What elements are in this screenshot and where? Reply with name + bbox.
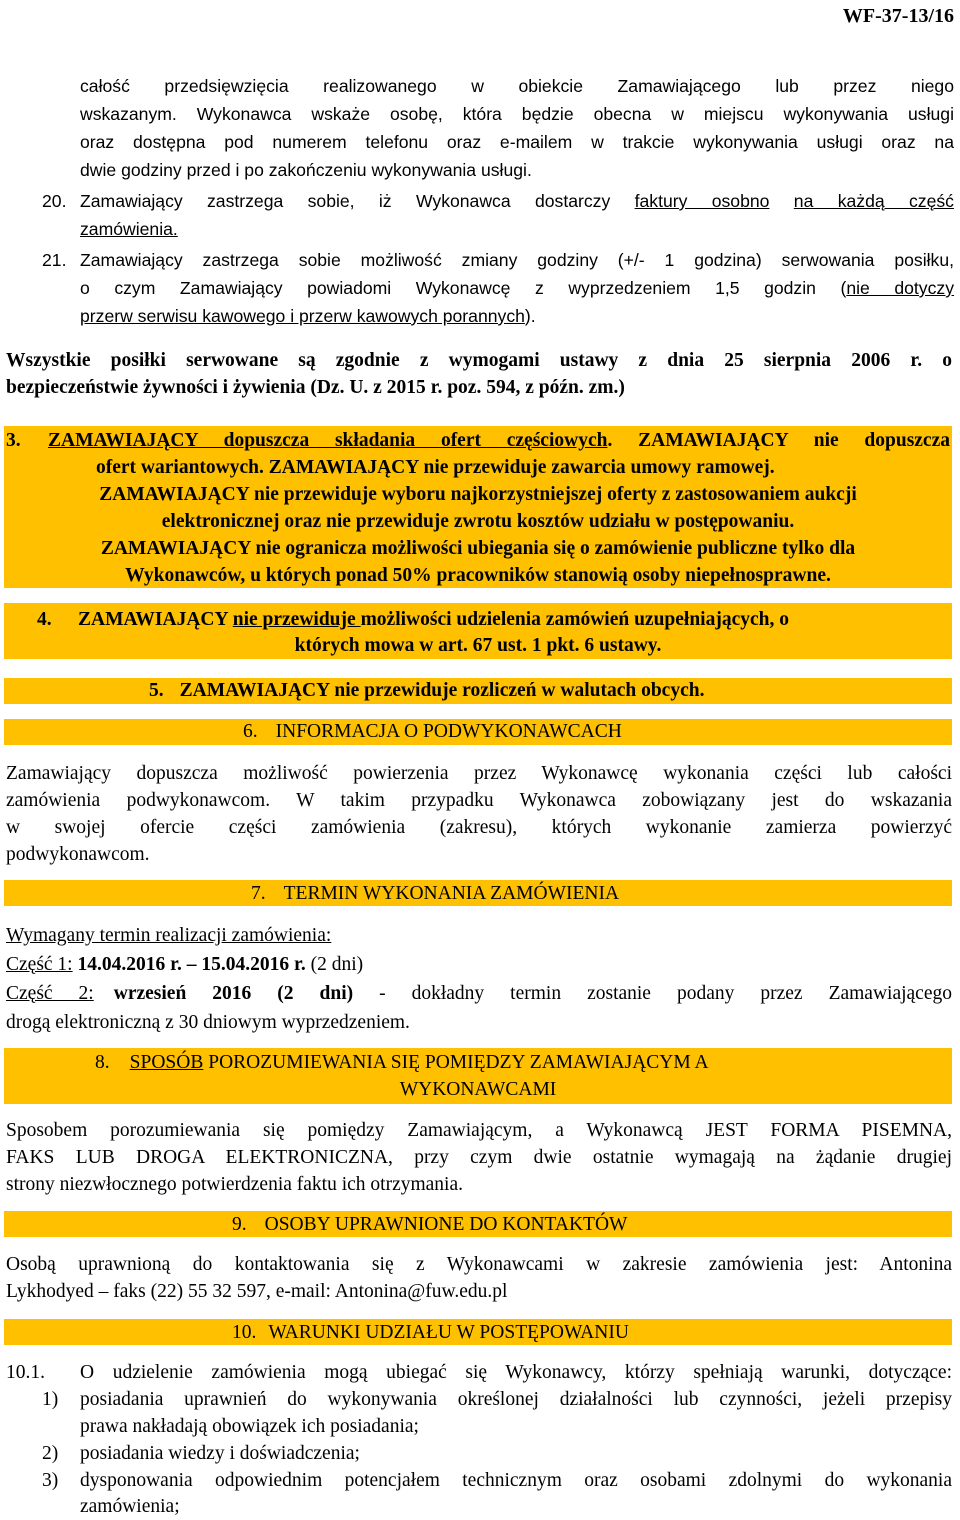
section-6-line: zamówienia podwykonawcom. W takim przypadku Wykonawca zobowiązany jest do wskazania (6, 790, 952, 811)
section-5-text: ZAMAWIAJĄCY nie przewiduje rozliczeń w walutach obcych. (179, 680, 705, 701)
item-number: 20. (42, 191, 67, 211)
section-10-title: WARUNKI UDZIAŁU W POSTĘPOWANIU (268, 1322, 629, 1343)
list-item-line: posiadania wiedzy i doświadczenia; (80, 1443, 360, 1464)
section-8-heading-line2: WYKONAWCAMI (399, 1079, 557, 1100)
item-21-underlined: przerw serwisu kawowego i przerw kawowych porannych (80, 306, 525, 326)
section-9-line: Osobą uprawnioną do kontaktowania się z Wykonawcami w zakresie zamówienia jest: Antonina (6, 1254, 952, 1275)
item-21-text: ). (524, 306, 536, 326)
section-4-number: 4. (37, 609, 52, 630)
section-10-number: 10. (232, 1322, 257, 1343)
section-8-number: 8. (95, 1052, 110, 1073)
section-8-line: FAKS LUB DROGA ELEKTRONICZNA, przy czym dwie ostatnie wymagają na żądanie drugiej (6, 1147, 952, 1168)
section-7-heading (251, 881, 619, 907)
part-1-line (6, 952, 363, 978)
part-1-dates: 14.04.2016 r. – 15.04.2016 r. (72, 954, 306, 975)
item-20-text: Zamawiający zastrzega sobie, iż Wykonawca dostarczy (80, 191, 635, 211)
item-20-underlined: na każdą część (793, 191, 954, 211)
list-number: 3) (42, 1470, 59, 1491)
intro-line: wskazanym. Wykonawca wskaże osobę, która będzie obecna w miejscu wykonywania usługi (80, 104, 954, 124)
intro-line: oraz dostępna pod numerem telefonu oraz e-mailem w trakcie wykonywania usługi oraz na (80, 132, 954, 152)
document-reference: WF-37-13/16 (842, 5, 954, 27)
part-1-label: Część 1: (6, 954, 73, 975)
part-2-label: Część 2: (6, 983, 94, 1004)
part-2-line: drogą elektroniczną z 30 dniowym wyprzedzeniem. (6, 1012, 410, 1033)
section-9-line: Lykhodyed – faks (22) 55 32 597, e-mail: Antonina@fuw.edu.pl (6, 1281, 508, 1302)
section-7-number: 7. (251, 883, 266, 904)
item-20-underlined: zamówienia. (80, 219, 178, 239)
section-6-title: INFORMACJA O PODWYKONAWCACH (275, 721, 622, 742)
section-8-heading (95, 1050, 709, 1076)
section-3-line: elektronicznej oraz nie przewiduje zwrotu kosztów udziału w postępowaniu. (161, 511, 795, 532)
section-8-line: strony niezwłocznego potwierdzenia faktu ich otrzymania. (6, 1174, 463, 1195)
part-1-duration: (2 dni) (305, 954, 364, 975)
section-10-heading (232, 1320, 629, 1346)
space (769, 191, 793, 211)
item-21-underlined: nie dotyczy (846, 278, 954, 298)
part-2-line (6, 981, 952, 1007)
section-3-number: 3. (6, 430, 21, 451)
section-6-line: Zamawiający dopuszcza możliwość powierzenia przez Wykonawcę wykonania części lub całości (6, 763, 952, 784)
section-3-line (48, 428, 950, 454)
item-21-line: Zamawiający zastrzega sobie możliwość zmiany godziny (+/- 1 godzina) serwowania posiłku, (80, 250, 954, 270)
section-6-number: 6. (243, 721, 258, 742)
item-21-line (80, 275, 954, 301)
intro-line: dwie godziny przed i po zakończeniu wykonywania usługi. (80, 160, 532, 180)
list-number: 1) (42, 1389, 59, 1410)
section-7-title: TERMIN WYKONANIA ZAMÓWIENIA (283, 883, 620, 904)
section-3-text: . ZAMAWIAJĄCY nie dopuszcza (607, 430, 950, 451)
list-item-line: zamówienia; (80, 1496, 180, 1517)
part-2-text: - dokładny termin zostanie podany przez Zamawiającego (353, 983, 952, 1004)
section-4-line: których mowa w art. 67 ust. 1 pkt. 6 ustawy. (294, 635, 662, 656)
item-20-underlined: faktury osobno (634, 191, 770, 211)
section-3-line: ofert wariantowych. ZAMAWIAJĄCY nie przewiduje zawarcia umowy ramowej. (96, 457, 775, 478)
section-9-heading (232, 1212, 627, 1238)
section-9-title: OSOBY UPRAWNIONE DO KONTAKTÓW (264, 1214, 628, 1235)
meals-statement-line: Wszystkie posiłki serwowane są zgodnie z wymogami ustawy z dnia 25 sierpnia 2006 r. o (6, 350, 952, 371)
section-4-underlined: nie przewiduje (232, 609, 361, 630)
list-item-line: posiadania uprawnień do wykonywania określonej działalności lub czynności, jeżeli przepisy (80, 1389, 952, 1410)
section-6-line: w swojej ofercie części zamówienia (zakresu), których wykonanie zamierza powierzyć (6, 817, 952, 838)
section-5-heading (149, 678, 704, 704)
section-6-heading (243, 719, 622, 745)
item-21-line (80, 303, 954, 329)
section-3-line: Wykonawców, u których ponad 50% pracowników stanowią osoby niepełnosprawne. (125, 565, 831, 586)
section-6-line: podwykonawcom. (6, 844, 150, 865)
item-21-text: o czym Zamawiający powiadomi Wykonawcę z wyprzedzeniem 1,5 godzin ( (80, 278, 847, 298)
section-8-title: POROZUMIEWANIA SIĘ POMIĘDZY ZAMAWIAJĄCYM A (203, 1052, 709, 1073)
required-term-heading: Wymagany termin realizacji zamówienia: (6, 925, 332, 946)
section-4-text: możliwości udzielenia zamówień uzupełniających, o (360, 609, 789, 630)
subsection-number: 10.1. (6, 1362, 45, 1383)
section-8-line: Sposobem porozumiewania się pomiędzy Zamawiającym, a Wykonawcą JEST FORMA PISEMNA, (6, 1120, 952, 1141)
list-item-line: dysponowania odpowiednim potencjałem technicznym oraz osobami zdolnymi do wykonania (80, 1470, 952, 1491)
section-3-line: ZAMAWIAJĄCY nie przewiduje wyboru najkorzystniejszej oferty z zastosowaniem aukcji (99, 484, 857, 505)
meals-statement-line: bezpieczeństwie żywności i żywienia (Dz. U. z 2015 r. poz. 594, z późn. zm.) (6, 377, 625, 398)
subsection-text: O udzielenie zamówienia mogą ubiegać się Wykonawcy, którzy spełniają warunki, dotyczące: (80, 1362, 952, 1383)
section-5-number: 5. (149, 680, 164, 701)
section-9-number: 9. (232, 1214, 247, 1235)
item-20-line (80, 188, 954, 214)
section-3-line: ZAMAWIAJĄCY nie ogranicza możliwości ubiegania się o zamówienie publiczne tylko dla (100, 538, 856, 559)
list-number: 2) (42, 1443, 59, 1464)
item-number: 21. (42, 250, 67, 270)
part-2-date: wrzesień 2016 (2 dni) (113, 983, 354, 1004)
section-4-text: ZAMAWIAJĄCY (78, 609, 233, 630)
section-8-title-underlined: SPOSÓB (129, 1052, 204, 1073)
section-3-underlined: ZAMAWIAJĄCY dopuszcza składania ofert częściowych (48, 430, 608, 451)
intro-line: całość przedsięwzięcia realizowanego w obiekcie Zamawiającego lub przez niego (80, 76, 954, 96)
list-item-line: prawa nakładają obowiązek ich posiadania; (80, 1416, 419, 1437)
section-4-line (78, 607, 789, 633)
